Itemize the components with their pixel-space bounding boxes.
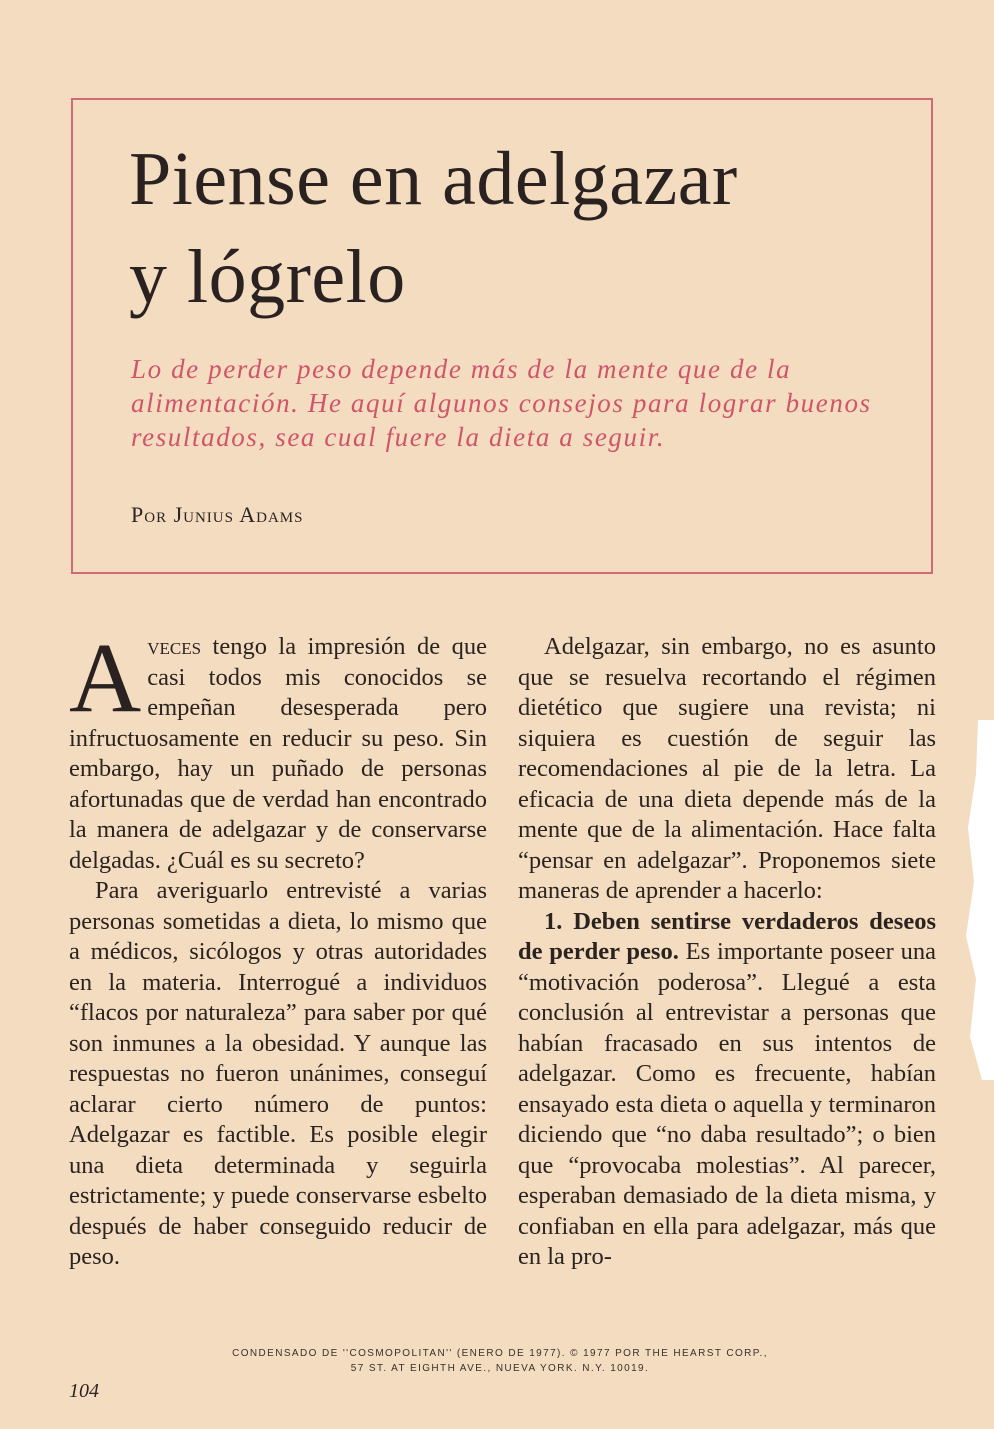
- paragraph-2: Para averiguarlo entrevisté a varias personas sometidas a dieta, lo mismo que a médicos, sicólogos y otras autoridades en la materia. Interrogué a individuos “flacos por naturaleza” para saber por qué son inmunes a la obesidad. Y aunque las respuestas no fueron unánimes, conseguí aclarar cierto número de puntos: Adelgazar es factible. Es posible elegir una dieta determinada y seguirla estrictamente; y puede conservarse esbelto después de haber conseguido reducir de peso.: [69, 877, 487, 1270]
- torn-edge: [954, 720, 994, 1080]
- source-credit: [120, 1346, 880, 1376]
- opening-small-caps: veces: [147, 633, 202, 660]
- source-credit-line-1: CONDENSADO DE ''COSMOPOLITAN'' (ENERO DE 1977). © 1977 POR THE HEARST CORP.,: [232, 1348, 768, 1359]
- point-1-heading: 1. Deben sentirse verdaderos deseos de perder peso.: [518, 907, 936, 965]
- column-left: [69, 622, 487, 1273]
- source-credit-line-2: 57 ST. AT EIGHTH AVE., NUEVA YORK. N.Y. 10019.: [350, 1363, 650, 1374]
- paragraph-1: [69, 622, 487, 876]
- article-title: [129, 130, 909, 326]
- byline: Por Junius Adams: [131, 502, 304, 527]
- paragraph-3: Adelgazar, sin embargo, no es asunto que se resuelva recortando el régimen dietético que sugiere una revista; ni siquiera es cuestión de seguir las recomendaciones al pie de la letra. La eficacia de una dieta depende más de la mente que de la alimentación. Hace falta “pensar en adelgazar”. Proponemos siete maneras de aprender a hacerlo:: [518, 633, 936, 904]
- column-right: [518, 632, 936, 1273]
- title-line-2: y lógrelo: [129, 235, 406, 319]
- title-line-1: Piense en adelgazar: [129, 137, 738, 221]
- page-number: 104: [69, 1380, 99, 1402]
- article-deck: Lo de perder peso depende más de la mente que de la alimentación. He aquí algunos consejos para lograr buenos resultados, sea cual fuere la dieta a seguir.: [131, 354, 872, 452]
- title-frame: [71, 98, 933, 574]
- paragraph-4-text: Es importante poseer una “motivación poderosa”. Llegué a esta conclusión al entrevistar a personas que habían fracasado en sus intentos de adelgazar. Como es frecuente, habían ensayado esta dieta o aquella y terminaron diciendo que “no daba resultado”; o bien que “provocaba molestias”. Al parecer, esperaban demasiado de la dieta misma, y confiaban en ella para adelgazar, más que en la pro-: [518, 938, 936, 1270]
- drop-cap: A: [69, 622, 142, 733]
- paragraph-4: [518, 907, 936, 1273]
- paragraph-1-text: tengo la impresión de que casi todos mis conocidos se empeñan desesperada pero infructuosamente en reducir su peso. Sin embargo, hay un puñado de personas afortunadas que de verdad han encontrado la manera de adelgazar y de conservarse delgadas. ¿Cuál es su secreto?: [69, 633, 487, 874]
